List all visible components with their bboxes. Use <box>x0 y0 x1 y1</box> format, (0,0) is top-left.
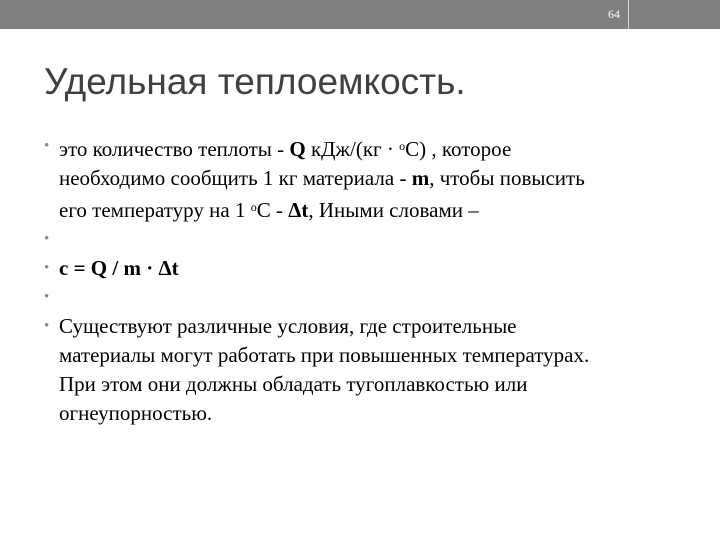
degree-sign: o <box>399 139 406 153</box>
conditions-line-1: Существуют различные условия, где строительные <box>59 314 517 338</box>
text-span: , Иными словами – <box>308 198 479 222</box>
formula: c = Q / m · Δt <box>59 256 179 280</box>
symbol-delta-t: Δt <box>288 198 309 222</box>
bullet-empty <box>44 225 684 254</box>
text-span: необходимо сообщить 1 кг материала - <box>59 166 412 190</box>
page-number: 64 <box>608 7 620 21</box>
text-span: его температуру на 1 <box>59 198 251 222</box>
conditions-line-2: материалы могут работать при повышенных температурах. <box>59 343 590 367</box>
bullet-empty <box>44 283 684 312</box>
definition-line-1 <box>59 132 684 164</box>
conditions-line-3: При этом они должны обладать тугоплавкостью или <box>59 372 528 396</box>
bullet-icon: • <box>44 318 50 334</box>
bullet-icon: • <box>44 260 50 276</box>
bullet-icon: • <box>44 138 50 154</box>
text-span: это количество теплоты - <box>59 137 290 161</box>
definition-line-2 <box>59 164 684 193</box>
text-span: кДж/(кг · <box>305 137 400 161</box>
slide-body <box>44 132 684 428</box>
slide-title: Удельная теплоемкость. <box>44 61 466 102</box>
symbol-m: m <box>411 166 430 190</box>
symbol-q: Q <box>289 137 306 161</box>
conditions-line-4: огнеупорностью. <box>59 401 213 425</box>
bullet-icon: • <box>44 289 50 305</box>
text-span: С) , которое <box>405 137 512 161</box>
bullet-formula <box>44 254 684 283</box>
degree-sign: o <box>250 200 257 214</box>
definition-line-3 <box>59 193 684 225</box>
bullet-definition <box>44 132 684 225</box>
text-span: , чтобы повысить <box>429 166 585 190</box>
header-divider <box>628 0 629 29</box>
bullet-conditions <box>44 312 684 428</box>
bullet-icon: • <box>44 231 50 247</box>
text-span: С - <box>256 198 289 222</box>
